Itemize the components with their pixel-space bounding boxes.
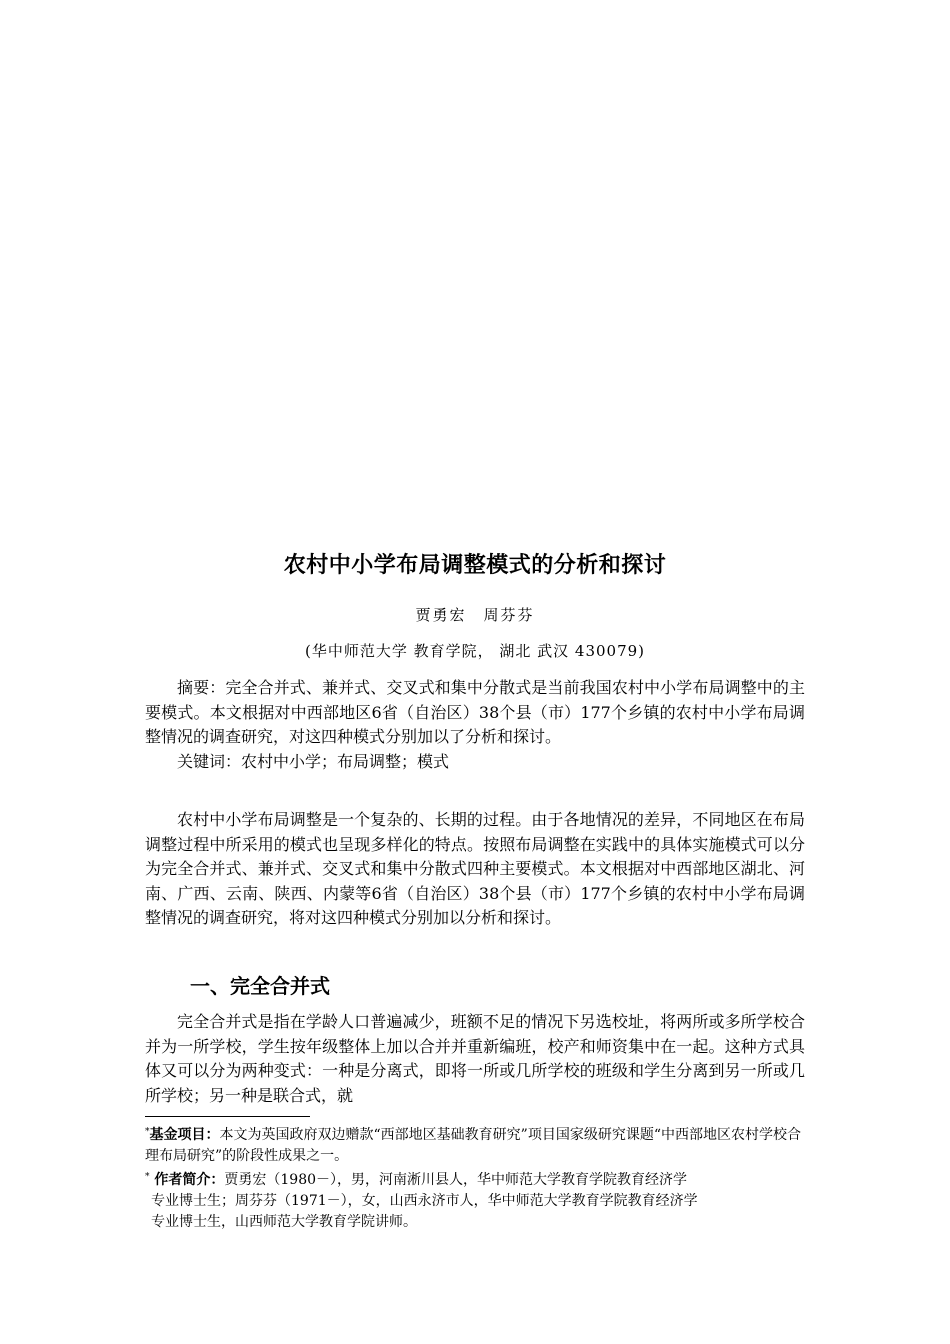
footnote-author-line-3: 专业博士生，山西师范大学教育学院讲师。 bbox=[151, 1214, 417, 1230]
paper-authors: 贾勇宏 周芬芬 bbox=[415, 606, 535, 624]
introduction-block bbox=[145, 808, 805, 931]
keywords-text: 关键词：农村中小学；布局调整；模式 bbox=[177, 751, 450, 771]
footnote-fund-text: 本文为英国政府双边赠款“西部地区基础教育研究”项目国家级研究课题“中西部地区农村学校合理布局研究”的阶段性成果之一。 bbox=[145, 1127, 801, 1164]
footnote-separator bbox=[145, 1116, 310, 1117]
footnote-author-label: 作者简介： bbox=[149, 1172, 225, 1188]
footnote-author-line-2: 专业博士生；周芬芬（1971－），女，山西永济市人，华中师范大学教育学院教育经济学 bbox=[151, 1193, 698, 1209]
footnote-author-marker: * bbox=[145, 1172, 150, 1182]
footnotes-block bbox=[145, 1122, 810, 1233]
footnote-author bbox=[145, 1167, 810, 1191]
footnote-fund bbox=[145, 1122, 810, 1167]
footnote-fund-label: 基金项目： bbox=[149, 1127, 220, 1143]
abstract-text: 摘要：完全合并式、兼并式、交叉式和集中分散式是当前我国农村中小学布局调整中的主要模式。本文根据对中西部地区6省（自治区）38个县（市）177个乡镇的农村中小学布局调整情况的调查研究，对这四种模式分别加以了分析和探讨。 bbox=[145, 678, 805, 746]
introduction-paragraph: 农村中小学布局调整是一个复杂的、长期的过程。由于各地情况的差异，不同地区在布局调整过程中所采用的模式也呈现多样化的特点。按照布局调整在实践中的具体实施模式可以分为完全合并式、兼并式、交叉式和集中分散式四种主要模式。本文根据对中西部地区湖北、河南、广西、云南、陕西、内蒙等6省（自治区）38个县（市）177个乡镇的农村中小学布局调整情况的调查研究，将对这四种模式分别加以分析和探讨。 bbox=[145, 810, 805, 927]
footnote-author-text-1: 贾勇宏（1980－），男，河南淅川县人，华中师范大学教育学院教育经济学 bbox=[224, 1172, 688, 1188]
section-1-paragraph: 完全合并式是指在学龄人口普遍减少，班额不足的情况下另选校址，将两所或多所学校合并为一所学校，学生按年级整体上加以合并并重新编班，校产和师资集中在一起。这种方式具体又可以分为两种变式：一种是分离式，即将一所或几所学校的班级和学生分离到另一所或几所学校；另一种是联合式，就 bbox=[145, 1012, 805, 1105]
abstract-block bbox=[145, 676, 805, 774]
author-affiliation: (华中师范大学 教育学院， 湖北 武汉 430079) bbox=[304, 642, 646, 660]
footnote-fund-marker: * bbox=[145, 1127, 150, 1137]
paper-title: 农村中小学布局调整模式的分析和探讨 bbox=[283, 553, 667, 578]
section-heading-1: 一、完全合并式 bbox=[190, 974, 330, 998]
section-1-body bbox=[145, 1010, 805, 1108]
